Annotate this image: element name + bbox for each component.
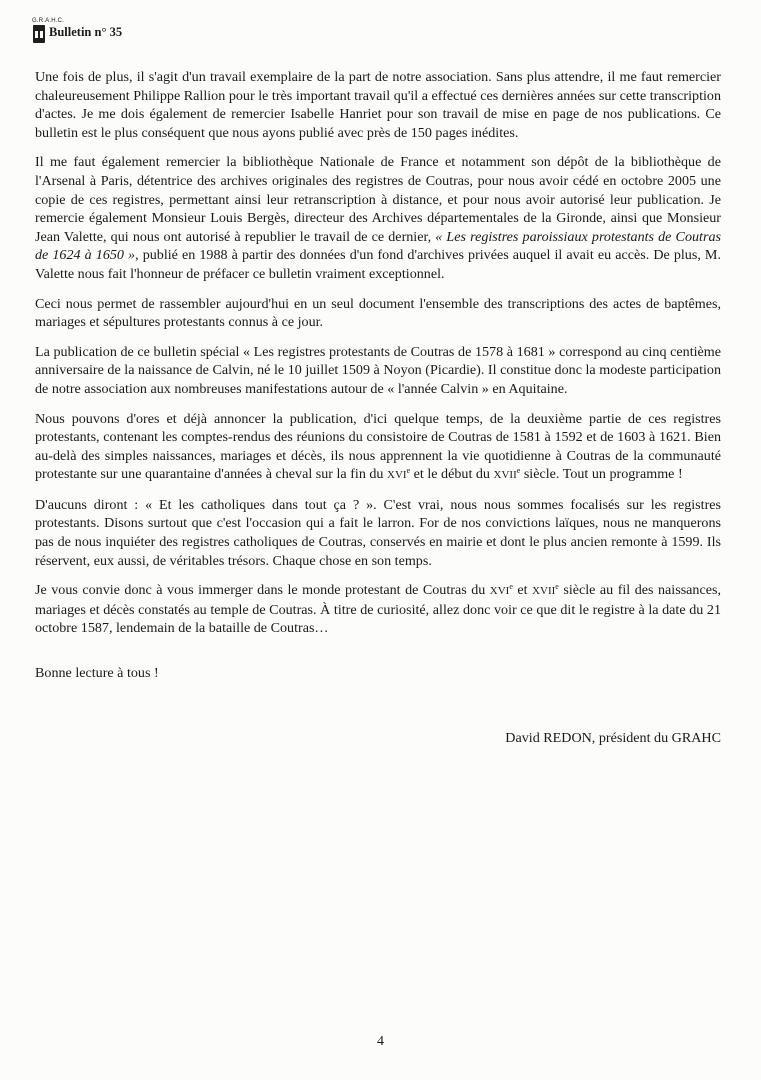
logo-caption: G.R.A.H.C. <box>32 18 65 24</box>
body-text <box>35 68 721 758</box>
century-numeral: XVII <box>493 469 517 482</box>
century-suffix: e <box>516 466 521 476</box>
paragraph: Ceci nous permet de rassembler aujourd'hui en un seul document l'ensemble des transcriptions des actes de baptêmes, mariages et sépultures protestants connus à ce jour. <box>35 295 721 331</box>
paragraph: D'aucuns diront : « Et les catholiques dans tout ça ? ». C'est vrai, nous nous sommes focalisés sur les registres protestants. Disons surtout que c'est l'occasion qui a fait le larron. For de nos convictions laïques, nous ne manquerons pas de nous inquiéter des registres catholiques de Coutras, conservés en mairie et dont le plus ancien remonte à 1599. Ils réservent, eux aussi, de véritables trésors. Chaque chose en son temps. <box>35 496 721 569</box>
paragraph <box>35 153 721 283</box>
paragraph-text: et le début du <box>410 466 494 483</box>
paragraph-text: siècle. Tout un programme ! <box>520 466 683 483</box>
century-suffix: e <box>555 582 559 592</box>
paragraph-text: Je vous convie donc à vous immerger dans le monde protestant de Coutras du <box>35 582 490 599</box>
century-numeral: XVII <box>532 585 556 598</box>
page-number: 4 <box>377 1034 384 1049</box>
paragraph-text: Nous pouvons d'ores et déjà annoncer la publication, d'ici quelque temps, de la deuxième partie de ces registres protestants, contenant les comptes-rendus des réunions du consistoire de Coutras de 1581 à 1592 et de 1603 à 1621. Bien au-delà des simples naissances, mariages et décès, ils nous apprennent la vie quotidienne à Coutras de la communauté protestante sur une quarantaine d'années à cheval sur la fin du <box>35 410 721 483</box>
century-numeral: XVI <box>387 469 407 482</box>
page-header <box>30 18 230 48</box>
paragraph-text: Il me faut également remercier la bibliothèque Nationale de France et notamment son dépôt de la bibliothèque de l'Arsenal à Paris, détentrice des archives originales des registres de Coutras, pour nous avoir cédé en octobre 2005 une copie de ces registres, permettant ainsi leur retranscription à distance, et pour nous avoir autorisé leur publication. Je remercie également Monsieur Louis Bergès, directeur des Archives départementales de la Gironde, ainsi que Monsieur Jean Valette, qui nous ont autorisé à republier le travail de ce dernier, <box>35 154 721 245</box>
signature: David REDON, président du GRAHC <box>505 729 721 746</box>
century-suffix: e <box>406 466 411 476</box>
citation-title: « Les registres paroissiaux protestants de Coutras de 1624 à 1650 » <box>35 228 721 264</box>
century-suffix: e <box>509 582 513 592</box>
paragraph-text: siècle au fil des naissances, mariages et décès constatés au temple de Coutras. À titre de curiosité, allez donc voir ce que dit le registre à la date du 21 octobre 1587, lendemain de la bataille de Coutras… <box>35 582 721 637</box>
closing-greeting: Bonne lecture à tous ! <box>35 665 159 682</box>
bulletin-number: Bulletin n° 35 <box>49 25 123 39</box>
paragraph <box>35 581 721 638</box>
century-numeral: XVI <box>489 585 510 598</box>
paragraph: Une fois de plus, il s'agit d'un travail exemplaire de la part de notre association. Sans plus attendre, il me faut remercier chaleureusement Philippe Rallion pour le très important travail qu'il a effectué ces dernières années sur cette transcription d'actes. Je me dois également de remercier Isabelle Hanriet pour son travail de mise en page de nos publications. Ce bulletin est le plus conséquent que nous ayons publié avec près de 150 pages inédites. <box>35 69 721 141</box>
paragraph <box>35 410 721 485</box>
grahc-logo-icon <box>33 25 45 43</box>
paragraph-text: , publié en 1988 à partir des données d'un fond d'archives privées auquel il avait eu accès. De plus, M. Valette nous fait l'honneur de préfacer ce bulletin vraiment exceptionnel. <box>35 247 721 282</box>
paragraph: La publication de ce bulletin spécial « Les registres protestants de Coutras de 1578 à 1681 » correspond au cinq centième anniversaire de la naissance de Calvin, né le 10 juillet 1509 à Noyon (Picardie). Il constitue donc la modeste participation de notre association aux nombreuses manifestations autour de « l'année Calvin » en Aquitaine. <box>35 343 721 397</box>
paragraph-text: et <box>512 582 533 599</box>
